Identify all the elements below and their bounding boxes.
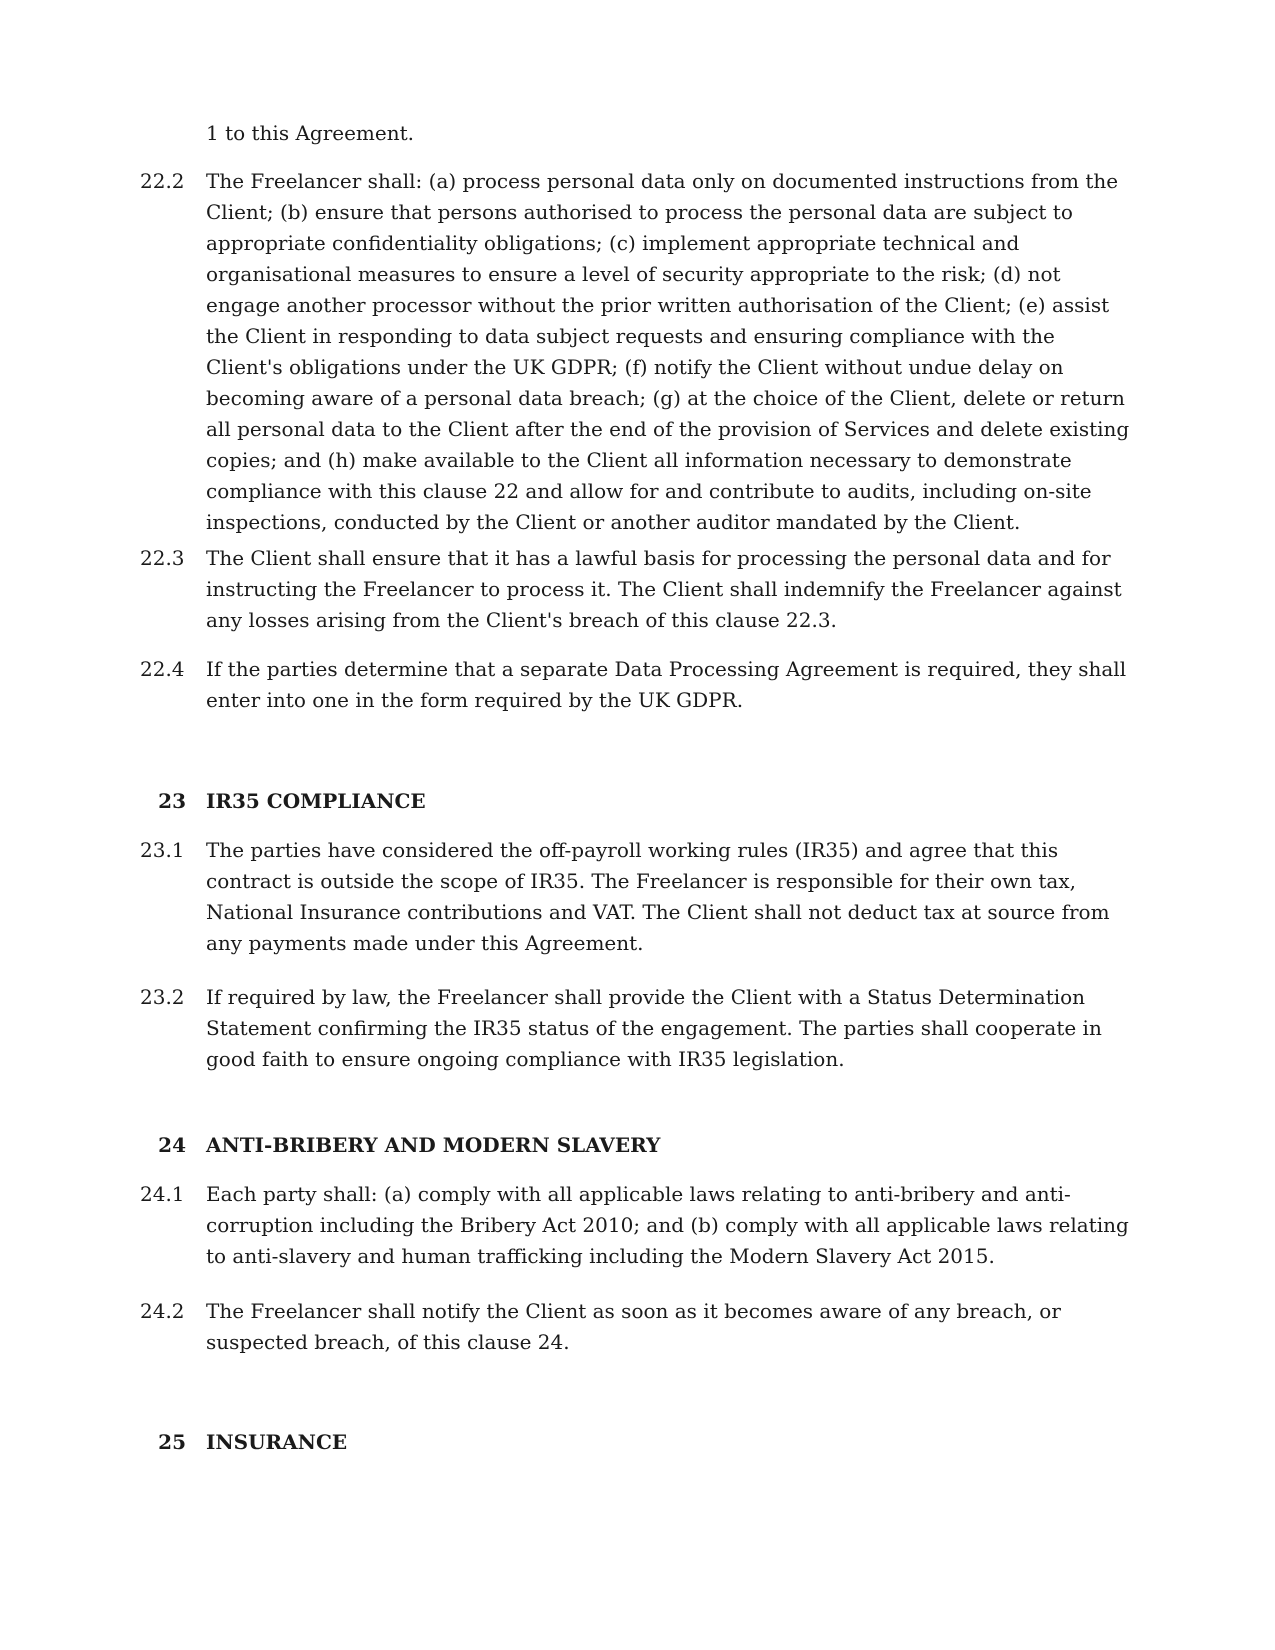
clause-22-4 (140, 654, 1130, 716)
clause-22-2 (140, 166, 1130, 538)
clause-number: 22.3 (140, 546, 185, 570)
continuation-text: 1 to this Agreement. (206, 121, 415, 145)
clause-24-1 (140, 1179, 1130, 1272)
section-title: IR35 COMPLIANCE (206, 789, 426, 813)
clause-text: If the parties determine that a separate Data Processing Agreement is required, they shall enter into one in the form required by the UK GDPR. (206, 657, 1127, 712)
section-number: 23 (158, 789, 186, 813)
clause-24-2 (140, 1296, 1130, 1358)
clause-22-3 (140, 543, 1130, 636)
clause-number: 22.4 (140, 657, 185, 681)
clause-number: 24.2 (140, 1299, 185, 1323)
clause-23-2 (140, 982, 1130, 1075)
clause-text: The Freelancer shall: (a) process personal data only on documented instructions from the Client; (b) ensure that persons authorised to process the personal data are subject to appropriate confidentiality obligations; (c) implement appropriate technical and organisational measures to ensure a level of security appropriate to the risk; (d) not engage another processor without the prior written authorisation of the Client; (e) assist the Client in responding to data subject requests and ensuring compliance with the Client's obligations under the UK GDPR; (f) notify the Client without undue delay on becoming aware of a personal data breach; (g) at the choice of the Client, delete or return all personal data to the Client after the end of the provision of Services and delete existing copies; and (h) make available to the Client all information necessary to demonstrate compliance with this clause 22 and allow for and contribute to audits, including on-site inspections, conducted by the Client or another auditor mandated by the Client. (206, 169, 1130, 534)
clause-text: The Freelancer shall notify the Client as soon as it becomes aware of any breach, or suspected breach, of this clause 24. (206, 1299, 1061, 1354)
section-heading-23 (140, 786, 1130, 817)
clause-23-1 (140, 835, 1130, 959)
clause-text: The Client shall ensure that it has a lawful basis for processing the personal data and for instructing the Freelancer to process it. The Client shall indemnify the Freelancer against any losses arising from the Client's breach of this clause 22.3. (206, 546, 1122, 632)
section-number: 25 (158, 1430, 186, 1454)
section-number: 24 (158, 1133, 186, 1157)
section-title: INSURANCE (206, 1430, 348, 1454)
clause-text: If required by law, the Freelancer shall provide the Client with a Status Determination Statement confirming the IR35 status of the engagement. The parties shall cooperate in good faith to ensure ongoing compliance with IR35 legislation. (206, 985, 1102, 1071)
clause-number: 23.2 (140, 985, 185, 1009)
clause-text: The parties have considered the off-payroll working rules (IR35) and agree that this contract is outside the scope of IR35. The Freelancer is responsible for their own tax, National Insurance contributions and VAT. The Client shall not deduct tax at source from any payments made under this Agreement. (206, 838, 1110, 955)
clause-number: 23.1 (140, 838, 185, 862)
clause-text: Each party shall: (a) comply with all applicable laws relating to anti-bribery and anti-corruption including the Bribery Act 2010; and (b) comply with all applicable laws relating to anti-slavery and human trafficking including the Modern Slavery Act 2015. (206, 1182, 1129, 1268)
clause-number: 22.2 (140, 169, 185, 193)
section-title: ANTI-BRIBERY AND MODERN SLAVERY (206, 1133, 661, 1157)
section-heading-24 (140, 1130, 1130, 1161)
section-heading-25 (140, 1427, 1130, 1458)
clause-number: 24.1 (140, 1182, 185, 1206)
